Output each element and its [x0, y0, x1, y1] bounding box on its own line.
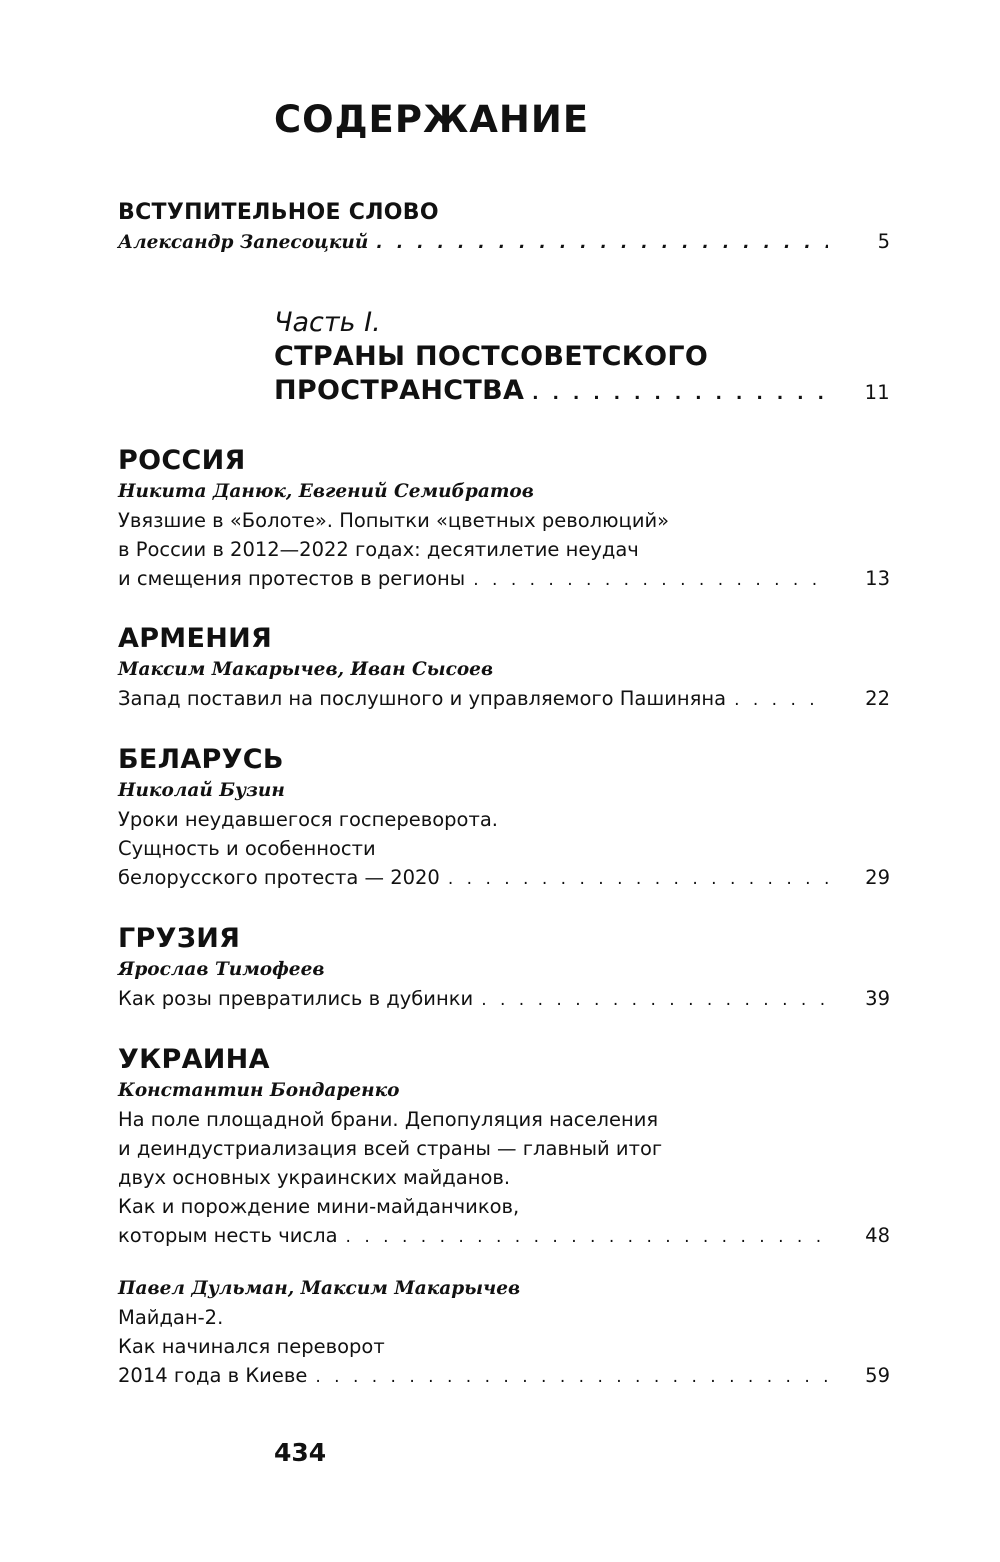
author-name: Константин Бондаренко	[118, 1080, 400, 1101]
entry-line: и смещения протестов в регионы	[118, 567, 466, 590]
leader-dots	[473, 566, 828, 595]
entry-line: 2014 года в Киеве	[118, 1364, 308, 1387]
entry-line: Запад поставил на послушного и управляемого Пашиняна	[118, 687, 727, 710]
author-name: Павел Дульман, Максим Макарычев	[118, 1278, 521, 1299]
section-heading: ВСТУПИТЕЛЬНОЕ СЛОВО	[118, 200, 439, 225]
section-heading: УКРАИНА	[118, 1044, 270, 1075]
author-name: Максим Макарычев, Иван Сысоев	[118, 659, 494, 680]
part-label: Часть I.	[274, 307, 381, 338]
toc-intro	[118, 198, 890, 257]
toc-entry	[118, 1221, 890, 1252]
entry-line: Майдан-2.	[118, 1306, 224, 1329]
page-number: 22	[865, 687, 890, 710]
page-number: 11	[864, 381, 890, 404]
entry-line: На поле площадной брани. Депопуляция населения	[118, 1108, 659, 1131]
entry-line: в России в 2012—2022 годах: десятилетие неудач	[118, 538, 639, 561]
leader-dots	[734, 686, 828, 715]
toc-entry	[118, 564, 890, 595]
toc-entry	[118, 863, 890, 894]
toc-ukraine-2	[118, 1275, 890, 1392]
toc-russia	[118, 444, 890, 595]
page-number: 48	[865, 1224, 890, 1247]
page-number: 39	[865, 987, 890, 1010]
entry-line: Как начинался переворот	[118, 1335, 385, 1358]
section-heading: БЕЛАРУСЬ	[118, 744, 284, 775]
page-number: 5	[877, 230, 890, 253]
leader-dots	[532, 377, 828, 411]
toc-entry	[274, 374, 890, 411]
author-name: Ярослав Тимофеев	[118, 959, 325, 980]
author-name: Николай Бузин	[118, 780, 285, 801]
page-title: СОДЕРЖАНИЕ	[274, 98, 590, 141]
folio-page-number: 434	[274, 1438, 327, 1467]
section-heading: ГРУЗИЯ	[118, 923, 241, 954]
toc-entry	[118, 684, 890, 715]
toc-entry	[118, 228, 890, 257]
toc-entry	[118, 1361, 890, 1392]
entry-line: Сущность и особенности	[118, 837, 376, 860]
entry-line: Увязшие в «Болоте». Попытки «цветных революций»	[118, 509, 670, 532]
toc-part-1	[274, 306, 890, 411]
entry-line: двух основных украинских майданов.	[118, 1166, 511, 1189]
entry-line: и деиндустриализация всей страны — главный итог	[118, 1137, 663, 1160]
author-name: Никита Данюк, Евгений Семибратов	[118, 481, 534, 502]
part-title: СТРАНЫ ПОСТСОВЕТСКОГО	[274, 341, 709, 372]
page-number: 13	[865, 567, 890, 590]
leader-dots	[448, 865, 828, 894]
entry-line: белорусского протеста — 2020	[118, 866, 440, 889]
part-title-line2: ПРОСТРАНСТВА	[274, 375, 525, 406]
page-number: 29	[865, 866, 890, 889]
author-name: Александр Запесоцкий	[118, 232, 369, 253]
leader-dots	[376, 229, 828, 257]
entry-line: которым несть числа	[118, 1224, 338, 1247]
page-number: 59	[865, 1364, 890, 1387]
toc-belarus	[118, 743, 890, 894]
entry-line: Как розы превратились в дубинки	[118, 987, 474, 1010]
entry-line: Уроки неудавшегося госпереворота.	[118, 808, 498, 831]
toc-ukraine	[118, 1043, 890, 1252]
leader-dots	[346, 1223, 828, 1252]
toc-armenia	[118, 622, 890, 715]
toc-entry	[118, 984, 890, 1015]
section-heading: АРМЕНИЯ	[118, 623, 273, 654]
entry-line: Как и порождение мини-майданчиков,	[118, 1195, 520, 1218]
leader-dots	[315, 1363, 828, 1392]
leader-dots	[481, 986, 828, 1015]
toc-georgia	[118, 922, 890, 1015]
section-heading: РОССИЯ	[118, 445, 246, 476]
